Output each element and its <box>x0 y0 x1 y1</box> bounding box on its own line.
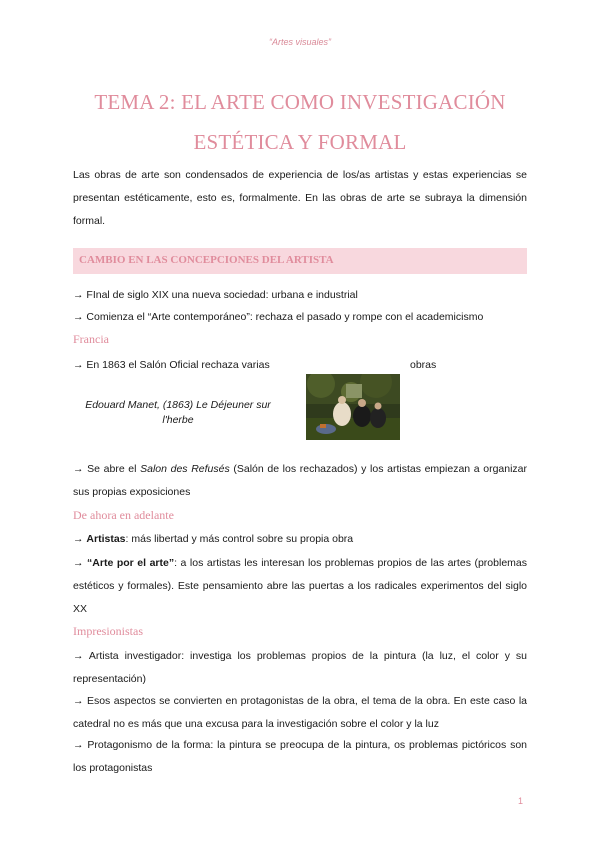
arrow-icon: → <box>73 557 84 569</box>
francia-line-a <box>73 354 313 377</box>
bullet-text: En 1863 el Salón Oficial rechaza varias <box>86 359 270 371</box>
bullet-artista-investigador: → Artista investigador: investiga los problemas propios de la pintura (la luz, el color y su representación) <box>73 650 527 685</box>
subheading-francia: Francia <box>73 332 109 346</box>
bullet-text: Comienza el “Arte contemporáneo”: rechaza el pasado y rompe con el academicismo <box>86 311 484 323</box>
francia-line-b: obras <box>410 359 437 371</box>
bullet-arte-contemporaneo <box>73 306 527 329</box>
bullet-arte-por-el-arte: → “Arte por el arte”: a los artistas les interesan los problemas propios de las artes (problemas estéticos y formales). Este pensamiento abre las puertas a los radicales experimentos del siglo XX <box>73 557 527 615</box>
subheading-impresionistas: Impresionistas <box>73 624 143 638</box>
salon-des-refuses: Salon des Refusés <box>140 463 230 475</box>
arrow-icon: → <box>73 289 84 301</box>
section-band <box>73 248 527 274</box>
arrow-icon: → <box>73 739 84 751</box>
arrow-icon: → <box>73 695 84 707</box>
bullet-artistas: → Artistas: más libertad y más control sobre su propia obra <box>73 533 354 545</box>
section-band-title: CAMBIO EN LAS CONCEPCIONES DEL ARTISTA <box>79 254 334 266</box>
arrow-icon: → <box>73 650 84 662</box>
bullet-final-siglo <box>73 284 527 307</box>
bullet-protagonistas: → Esos aspectos se convierten en protagonistas de la obra, el tema de la obra. En este caso la catedral no es más que una excusa para la investigación sobre el color y la luz <box>73 695 527 730</box>
painting-caption: Edouard Manet, (1863) Le Déjeuner sur l'herbe <box>85 399 271 426</box>
salon-paragraph: → Se abre el Salon des Refusés (Salón de los rechazados) y los artistas empiezan a organizar sus propias exposiciones <box>73 463 528 498</box>
dejeuner-painting-icon <box>306 374 400 440</box>
bullet-text: FInal de siglo XIX una nueva sociedad: urbana e industrial <box>86 289 358 301</box>
arrow-icon: → <box>73 311 84 323</box>
intro-paragraph: Las obras de arte son condensados de experiencia de los/as artistas y estas experiencias se presentan estéticamente, esto es, formalmente. En las obras de arte se subraya la dimensión formal. <box>73 169 527 227</box>
arrow-icon: → <box>73 359 84 371</box>
bullet-protagonismo-forma: → Protagonismo de la forma: la pintura se preocupa de la pintura, os problemas pictóricos son los protagonistas <box>73 739 528 774</box>
arrow-icon: → <box>73 533 84 545</box>
page-title-line1: TEMA 2: EL ARTE COMO INVESTIGACIÓN <box>94 90 506 114</box>
painting-image <box>306 374 400 440</box>
subheading-ahora: De ahora en adelante <box>73 508 174 522</box>
arrow-icon: → <box>73 463 84 475</box>
page-title-line2: ESTÉTICA Y FORMAL <box>193 130 407 154</box>
page-number: 1 <box>518 796 524 806</box>
running-header: “Artes visuales” <box>268 37 331 47</box>
